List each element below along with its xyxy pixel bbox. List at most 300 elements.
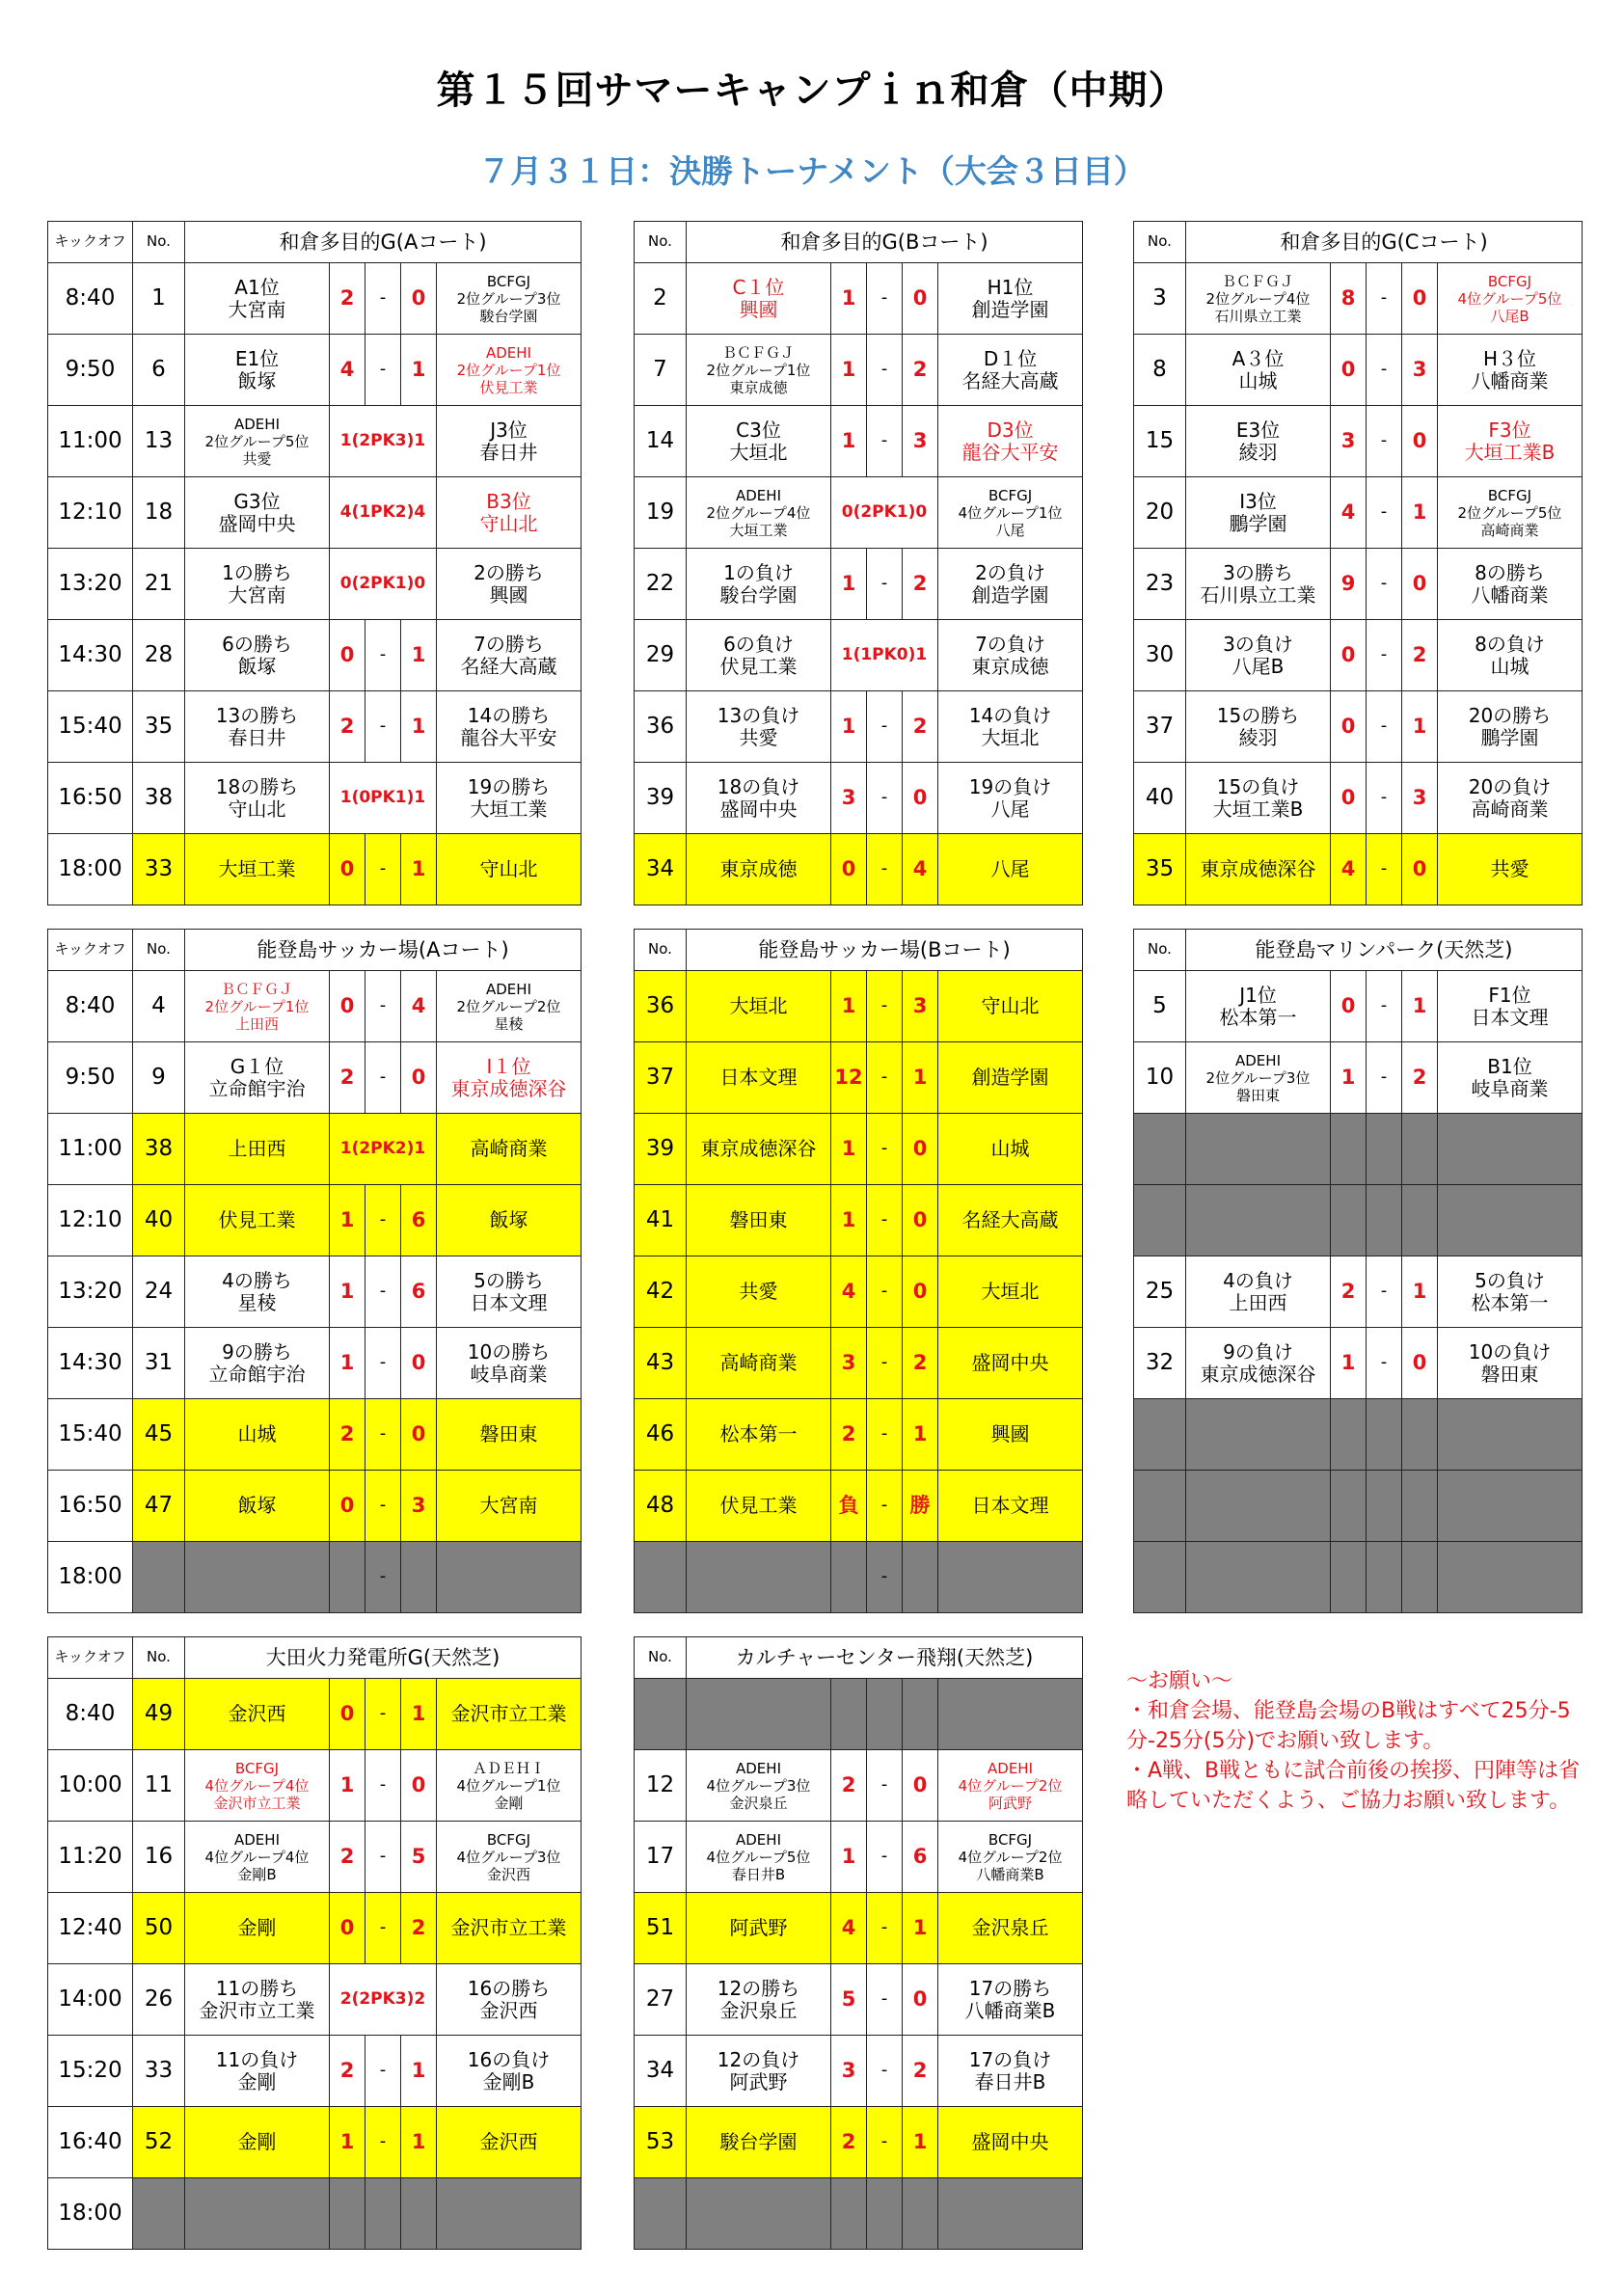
number-header: No. bbox=[1134, 222, 1186, 263]
match-row bbox=[1134, 406, 1583, 477]
home-team: 大垣北 bbox=[687, 971, 831, 1042]
empty-cell bbox=[365, 2178, 401, 2250]
match-number: 30 bbox=[1134, 620, 1186, 691]
table-header-row bbox=[48, 1637, 582, 1679]
schedule-table-wc bbox=[1133, 221, 1583, 905]
away-score: 0 bbox=[401, 1042, 437, 1114]
match-row bbox=[48, 763, 582, 834]
match-row bbox=[635, 1822, 1083, 1893]
away-team: 金沢泉丘 bbox=[938, 1893, 1083, 1964]
away-team: BCFGJ 4位グループ1位 八尾 bbox=[938, 477, 1083, 549]
table-header-row bbox=[48, 222, 582, 263]
empty-cell bbox=[133, 2178, 185, 2250]
home-score: 2 bbox=[831, 2107, 867, 2178]
match-row bbox=[1134, 335, 1583, 406]
match-row bbox=[635, 263, 1083, 335]
away-team: ADEHI 2位グループ2位 星稜 bbox=[437, 971, 582, 1042]
score-dash: - bbox=[365, 1256, 401, 1328]
away-score: 0 bbox=[903, 263, 938, 335]
kickoff-time: 12:10 bbox=[48, 1185, 133, 1256]
venue-name: 能登島サッカー場(Bコート) bbox=[687, 930, 1083, 971]
score-dash: - bbox=[867, 2036, 903, 2107]
away-score: 3 bbox=[1402, 763, 1438, 834]
empty-row bbox=[635, 2178, 1083, 2250]
home-team: ADEHI 4位グループ3位 金沢泉丘 bbox=[687, 1750, 831, 1822]
away-team: 17の勝ち 八幡商業B bbox=[938, 1964, 1083, 2036]
home-team: 11の負け 金剛 bbox=[185, 2036, 330, 2107]
away-team: F1位 日本文理 bbox=[1438, 971, 1583, 1042]
away-team: 10の負け 磐田東 bbox=[1438, 1328, 1583, 1399]
venue-name: 和倉多目的G(Aコート) bbox=[185, 222, 582, 263]
table-header-row bbox=[48, 930, 582, 971]
match-number: 29 bbox=[635, 620, 687, 691]
away-score: 3 bbox=[903, 971, 938, 1042]
away-team: 守山北 bbox=[437, 834, 582, 905]
away-team: 盛岡中央 bbox=[938, 1328, 1083, 1399]
empty-cell bbox=[635, 1679, 687, 1750]
schedule-table-ot bbox=[47, 1636, 582, 2250]
away-team: 共愛 bbox=[1438, 834, 1583, 905]
away-score: 4 bbox=[401, 971, 437, 1042]
home-team: 13の負け 共愛 bbox=[687, 691, 831, 763]
match-number: 39 bbox=[635, 1114, 687, 1185]
score-dash: - bbox=[867, 1256, 903, 1328]
home-score: 2 bbox=[330, 2036, 365, 2107]
home-score: 2 bbox=[330, 1042, 365, 1114]
away-team: ADEHI 2位グループ1位 伏見工業 bbox=[437, 335, 582, 406]
empty-cell bbox=[330, 1542, 365, 1613]
score-pk: 1(2PK3)1 bbox=[330, 406, 437, 477]
match-number: 41 bbox=[635, 1185, 687, 1256]
away-team: 10の勝ち 岐阜商業 bbox=[437, 1328, 582, 1399]
score-dash: - bbox=[365, 834, 401, 905]
home-team: C3位 大垣北 bbox=[687, 406, 831, 477]
empty-row bbox=[1134, 1471, 1583, 1542]
away-team: 5の負け 松本第一 bbox=[1438, 1256, 1583, 1328]
match-row bbox=[1134, 1256, 1583, 1328]
match-number: 38 bbox=[133, 1114, 185, 1185]
empty-cell bbox=[938, 1679, 1083, 1750]
home-team: 18の勝ち 守山北 bbox=[185, 763, 330, 834]
match-number: 48 bbox=[635, 1471, 687, 1542]
home-score: 1 bbox=[831, 971, 867, 1042]
home-score: 0 bbox=[330, 1893, 365, 1964]
away-score: 0 bbox=[401, 1750, 437, 1822]
score-dash: - bbox=[867, 1114, 903, 1185]
empty-cell bbox=[1134, 1185, 1186, 1256]
score-dash: - bbox=[1367, 549, 1402, 620]
home-team: G3位 盛岡中央 bbox=[185, 477, 330, 549]
away-team: BCFGJ 4位グループ3位 金沢西 bbox=[437, 1822, 582, 1893]
away-score: 0 bbox=[903, 1964, 938, 2036]
home-score: 4 bbox=[831, 1893, 867, 1964]
venue-name: カルチャーセンター飛翔(天然芝) bbox=[687, 1637, 1083, 1679]
kickoff-time: 13:20 bbox=[48, 1256, 133, 1328]
home-score: 0 bbox=[1331, 971, 1367, 1042]
match-row bbox=[48, 2036, 582, 2107]
away-team: 17の負け 春日井B bbox=[938, 2036, 1083, 2107]
number-header: No. bbox=[635, 930, 687, 971]
empty-cell bbox=[185, 2178, 330, 2250]
notes-box bbox=[1126, 1666, 1597, 1816]
away-team: 高崎商業 bbox=[437, 1114, 582, 1185]
match-number: 4 bbox=[133, 971, 185, 1042]
score-pk: 1(0PK1)1 bbox=[330, 763, 437, 834]
match-row bbox=[1134, 549, 1583, 620]
away-score: 2 bbox=[1402, 1042, 1438, 1114]
venue-name: 大田火力発電所G(天然芝) bbox=[185, 1637, 582, 1679]
match-number: 18 bbox=[133, 477, 185, 549]
kickoff-time: 8:40 bbox=[48, 971, 133, 1042]
kickoff-time: 10:00 bbox=[48, 1750, 133, 1822]
home-team: 松本第一 bbox=[687, 1399, 831, 1471]
match-number: 43 bbox=[635, 1328, 687, 1399]
away-score: 2 bbox=[903, 335, 938, 406]
match-number: 14 bbox=[635, 406, 687, 477]
score-dash: - bbox=[867, 335, 903, 406]
away-team: 5の勝ち 日本文理 bbox=[437, 1256, 582, 1328]
match-row bbox=[1134, 971, 1583, 1042]
away-score: 4 bbox=[903, 834, 938, 905]
home-team: 東京成徳深谷 bbox=[687, 1114, 831, 1185]
score-dash: - bbox=[1367, 1328, 1402, 1399]
number-header: No. bbox=[635, 222, 687, 263]
away-score: 2 bbox=[903, 691, 938, 763]
match-row bbox=[635, 1042, 1083, 1114]
home-team: 12の勝ち 金沢泉丘 bbox=[687, 1964, 831, 2036]
match-row bbox=[635, 2107, 1083, 2178]
match-row bbox=[48, 1399, 582, 1471]
kickoff-time: 15:20 bbox=[48, 2036, 133, 2107]
score-dash: - bbox=[1367, 477, 1402, 549]
home-score: 4 bbox=[1331, 834, 1367, 905]
away-score: 0 bbox=[1402, 406, 1438, 477]
empty-cell: - bbox=[365, 1542, 401, 1613]
away-score: 1 bbox=[401, 2107, 437, 2178]
kickoff-time: 12:40 bbox=[48, 1893, 133, 1964]
score-dash: - bbox=[365, 263, 401, 335]
away-team: D3位 龍谷大平安 bbox=[938, 406, 1083, 477]
home-team: 12の負け 阿武野 bbox=[687, 2036, 831, 2107]
away-team: BCFGJ 2位グループ5位 高崎商業 bbox=[1438, 477, 1583, 549]
home-team: ADEHI 2位グループ5位 共愛 bbox=[185, 406, 330, 477]
home-score: 1 bbox=[1331, 1042, 1367, 1114]
home-team: 東京成徳 bbox=[687, 834, 831, 905]
home-team: ＢＣＦＧＪ 2位グループ1位 上田西 bbox=[185, 971, 330, 1042]
away-score: 1 bbox=[1402, 971, 1438, 1042]
empty-cell bbox=[1186, 1399, 1331, 1471]
match-number: 2 bbox=[635, 263, 687, 335]
match-row bbox=[635, 477, 1083, 549]
home-score: 1 bbox=[831, 1185, 867, 1256]
score-dash: - bbox=[867, 1328, 903, 1399]
empty-cell bbox=[903, 1542, 938, 1613]
match-row bbox=[48, 335, 582, 406]
match-number: 35 bbox=[1134, 834, 1186, 905]
match-row bbox=[48, 620, 582, 691]
home-score: 1 bbox=[831, 549, 867, 620]
empty-cell: - bbox=[867, 1542, 903, 1613]
schedule-table-na bbox=[47, 929, 582, 1613]
empty-cell bbox=[437, 1542, 582, 1613]
empty-cell bbox=[938, 1542, 1083, 1613]
away-score: 1 bbox=[401, 335, 437, 406]
away-score: 2 bbox=[903, 549, 938, 620]
home-team: 阿武野 bbox=[687, 1893, 831, 1964]
empty-cell bbox=[1186, 1542, 1331, 1613]
match-row bbox=[635, 2036, 1083, 2107]
empty-cell bbox=[1402, 1542, 1438, 1613]
score-dash: - bbox=[867, 406, 903, 477]
match-number: 49 bbox=[133, 1679, 185, 1750]
score-dash: - bbox=[1367, 691, 1402, 763]
home-score: 2 bbox=[1331, 1256, 1367, 1328]
empty-row bbox=[48, 1542, 582, 1613]
away-score: 3 bbox=[903, 406, 938, 477]
home-team: 9の負け 東京成徳深谷 bbox=[1186, 1328, 1331, 1399]
home-score: 2 bbox=[330, 691, 365, 763]
home-team: ＢＣＦＧＪ 2位グループ4位 石川県立工業 bbox=[1186, 263, 1331, 335]
away-team: 興國 bbox=[938, 1399, 1083, 1471]
match-row bbox=[48, 1114, 582, 1185]
score-pk: 1(1PK0)1 bbox=[831, 620, 938, 691]
away-score: 0 bbox=[1402, 263, 1438, 335]
home-score: 4 bbox=[831, 1256, 867, 1328]
away-score: 1 bbox=[1402, 477, 1438, 549]
schedule-table-wa bbox=[47, 221, 582, 905]
empty-row bbox=[1134, 1542, 1583, 1613]
empty-cell bbox=[1367, 1114, 1402, 1185]
away-team: H３位 八幡商業 bbox=[1438, 335, 1583, 406]
match-row bbox=[635, 834, 1083, 905]
match-number: 17 bbox=[635, 1822, 687, 1893]
match-number: 23 bbox=[1134, 549, 1186, 620]
away-score: 2 bbox=[1402, 620, 1438, 691]
empty-cell bbox=[831, 2178, 867, 2250]
kickoff-time: 15:40 bbox=[48, 1399, 133, 1471]
schedule-table-wb bbox=[634, 221, 1083, 905]
away-score: 3 bbox=[1402, 335, 1438, 406]
home-team: 1の負け 駿台学園 bbox=[687, 549, 831, 620]
away-score: 5 bbox=[401, 1822, 437, 1893]
score-dash: - bbox=[1367, 1042, 1402, 1114]
home-score: 1 bbox=[831, 335, 867, 406]
match-row bbox=[48, 691, 582, 763]
kickoff-time: 14:30 bbox=[48, 620, 133, 691]
away-score: 0 bbox=[903, 1185, 938, 1256]
match-number: 27 bbox=[635, 1964, 687, 2036]
empty-cell bbox=[437, 2178, 582, 2250]
match-number: 16 bbox=[133, 1822, 185, 1893]
score-dash: - bbox=[1367, 763, 1402, 834]
match-row bbox=[1134, 1328, 1583, 1399]
home-score: 1 bbox=[831, 1822, 867, 1893]
match-number: 13 bbox=[133, 406, 185, 477]
home-score: 3 bbox=[831, 1328, 867, 1399]
away-score: 6 bbox=[401, 1256, 437, 1328]
home-score: 1 bbox=[831, 691, 867, 763]
match-row bbox=[48, 1964, 582, 2036]
away-team: 金沢市立工業 bbox=[437, 1679, 582, 1750]
empty-cell bbox=[1402, 1114, 1438, 1185]
away-score: 1 bbox=[401, 834, 437, 905]
score-dash: - bbox=[867, 763, 903, 834]
away-score: 1 bbox=[401, 2036, 437, 2107]
home-score: 2 bbox=[330, 1822, 365, 1893]
match-row bbox=[635, 1893, 1083, 1964]
match-row bbox=[635, 1750, 1083, 1822]
empty-cell bbox=[1438, 1185, 1583, 1256]
away-team: 2の負け 創造学園 bbox=[938, 549, 1083, 620]
away-team: H1位 創造学園 bbox=[938, 263, 1083, 335]
empty-cell bbox=[1438, 1542, 1583, 1613]
score-dash: - bbox=[867, 834, 903, 905]
page-title: 第１５回サマーキャンプｉｎ和倉（中期） bbox=[436, 68, 1188, 113]
away-score: 0 bbox=[401, 1399, 437, 1471]
score-dash: - bbox=[365, 1042, 401, 1114]
score-dash: - bbox=[365, 1750, 401, 1822]
away-team: 金沢市立工業 bbox=[437, 1893, 582, 1964]
home-team: 3の負け 八尾B bbox=[1186, 620, 1331, 691]
empty-cell bbox=[831, 1542, 867, 1613]
away-score: 勝 bbox=[903, 1471, 938, 1542]
empty-cell bbox=[1367, 1399, 1402, 1471]
home-team: 6の勝ち 飯塚 bbox=[185, 620, 330, 691]
home-score: 0 bbox=[330, 834, 365, 905]
match-row bbox=[1134, 834, 1583, 905]
kickoff-header: キックオフ bbox=[48, 1637, 133, 1679]
score-dash: - bbox=[365, 1471, 401, 1542]
score-dash: - bbox=[867, 1399, 903, 1471]
empty-cell bbox=[687, 1679, 831, 1750]
away-team: D１位 名経大高蔵 bbox=[938, 335, 1083, 406]
away-team: ADEHI 4位グループ2位 阿武野 bbox=[938, 1750, 1083, 1822]
match-row bbox=[48, 406, 582, 477]
kickoff-time: 13:20 bbox=[48, 549, 133, 620]
match-row bbox=[635, 406, 1083, 477]
away-score: 0 bbox=[401, 263, 437, 335]
match-row bbox=[635, 1964, 1083, 2036]
match-number: 33 bbox=[133, 2036, 185, 2107]
score-dash: - bbox=[1367, 1256, 1402, 1328]
home-team: 4の負け 上田西 bbox=[1186, 1256, 1331, 1328]
empty-cell bbox=[401, 1542, 437, 1613]
score-dash: - bbox=[867, 1964, 903, 2036]
score-dash: - bbox=[1367, 263, 1402, 335]
empty-cell bbox=[903, 2178, 938, 2250]
empty-cell bbox=[1186, 1114, 1331, 1185]
home-team: 日本文理 bbox=[687, 1042, 831, 1114]
away-team: 2の勝ち 興國 bbox=[437, 549, 582, 620]
home-score: 0 bbox=[330, 1471, 365, 1542]
empty-row bbox=[635, 1542, 1083, 1613]
match-number: 45 bbox=[133, 1399, 185, 1471]
empty-row bbox=[1134, 1114, 1583, 1185]
home-team: 磐田東 bbox=[687, 1185, 831, 1256]
home-team: 飯塚 bbox=[185, 1471, 330, 1542]
match-row bbox=[1134, 263, 1583, 335]
away-team: BCFGJ 2位グループ3位 駿台学園 bbox=[437, 263, 582, 335]
score-dash: - bbox=[867, 1471, 903, 1542]
match-row bbox=[635, 763, 1083, 834]
kickoff-time: 11:20 bbox=[48, 1822, 133, 1893]
home-team: C１位 興國 bbox=[687, 263, 831, 335]
away-team: 14の負け 大垣北 bbox=[938, 691, 1083, 763]
away-team: 大垣北 bbox=[938, 1256, 1083, 1328]
away-team: 19の勝ち 大垣工業 bbox=[437, 763, 582, 834]
empty-cell bbox=[1367, 1185, 1402, 1256]
kickoff-time: 9:50 bbox=[48, 1042, 133, 1114]
away-team: ＡＤＥＨＩ 4位グループ1位 金剛 bbox=[437, 1750, 582, 1822]
page-subtitle: ７月３１日：決勝トーナメント（大会３日目） bbox=[478, 152, 1146, 190]
away-score: 1 bbox=[903, 1399, 938, 1471]
score-dash: - bbox=[1367, 971, 1402, 1042]
notes-line: ・和倉会場、能登島会場のB戦はすべて25分-5分-25分(5分)でお願い致します。 bbox=[1126, 1699, 1571, 1753]
home-score: 1 bbox=[831, 406, 867, 477]
home-score: 4 bbox=[1331, 477, 1367, 549]
match-number: 22 bbox=[635, 549, 687, 620]
match-number: 38 bbox=[133, 763, 185, 834]
schedule-table-nm bbox=[1133, 929, 1583, 1613]
empty-cell bbox=[1402, 1471, 1438, 1542]
home-team: 15の勝ち 綾羽 bbox=[1186, 691, 1331, 763]
home-team: ADEHI 2位グループ3位 磐田東 bbox=[1186, 1042, 1331, 1114]
home-score: 2 bbox=[831, 1399, 867, 1471]
table-header-row bbox=[635, 1637, 1083, 1679]
venue-name: 和倉多目的G(Cコート) bbox=[1186, 222, 1583, 263]
match-number: 47 bbox=[133, 1471, 185, 1542]
match-row bbox=[635, 335, 1083, 406]
number-header: No. bbox=[133, 222, 185, 263]
home-team: 山城 bbox=[185, 1399, 330, 1471]
away-score: 0 bbox=[903, 763, 938, 834]
kickoff-time: 12:10 bbox=[48, 477, 133, 549]
empty-cell bbox=[1186, 1185, 1331, 1256]
match-row bbox=[1134, 620, 1583, 691]
score-dash: - bbox=[365, 620, 401, 691]
home-score: 1 bbox=[330, 1256, 365, 1328]
away-score: 0 bbox=[401, 1328, 437, 1399]
home-team: I3位 鵬学園 bbox=[1186, 477, 1331, 549]
match-number: 42 bbox=[635, 1256, 687, 1328]
match-number: 34 bbox=[635, 2036, 687, 2107]
kickoff-time: 8:40 bbox=[48, 1679, 133, 1750]
away-team: 16の負け 金剛B bbox=[437, 2036, 582, 2107]
empty-row bbox=[635, 1679, 1083, 1750]
match-row bbox=[48, 834, 582, 905]
empty-cell bbox=[1134, 1542, 1186, 1613]
home-score: 4 bbox=[330, 335, 365, 406]
home-team: 13の勝ち 春日井 bbox=[185, 691, 330, 763]
home-score: 0 bbox=[1331, 763, 1367, 834]
match-number: 51 bbox=[635, 1893, 687, 1964]
match-number: 25 bbox=[1134, 1256, 1186, 1328]
score-dash: - bbox=[365, 1822, 401, 1893]
score-dash: - bbox=[867, 263, 903, 335]
match-row bbox=[48, 1328, 582, 1399]
home-team: ADEHI 2位グループ4位 大垣工業 bbox=[687, 477, 831, 549]
away-score: 1 bbox=[1402, 1256, 1438, 1328]
kickoff-header: キックオフ bbox=[48, 930, 133, 971]
match-number: 53 bbox=[635, 2107, 687, 2178]
home-score: 2 bbox=[330, 1399, 365, 1471]
empty-cell bbox=[831, 1679, 867, 1750]
home-team: 11の勝ち 金沢市立工業 bbox=[185, 1964, 330, 2036]
empty-cell bbox=[133, 1542, 185, 1613]
match-number: 20 bbox=[1134, 477, 1186, 549]
home-team: A1位 大宮南 bbox=[185, 263, 330, 335]
empty-cell bbox=[330, 2178, 365, 2250]
